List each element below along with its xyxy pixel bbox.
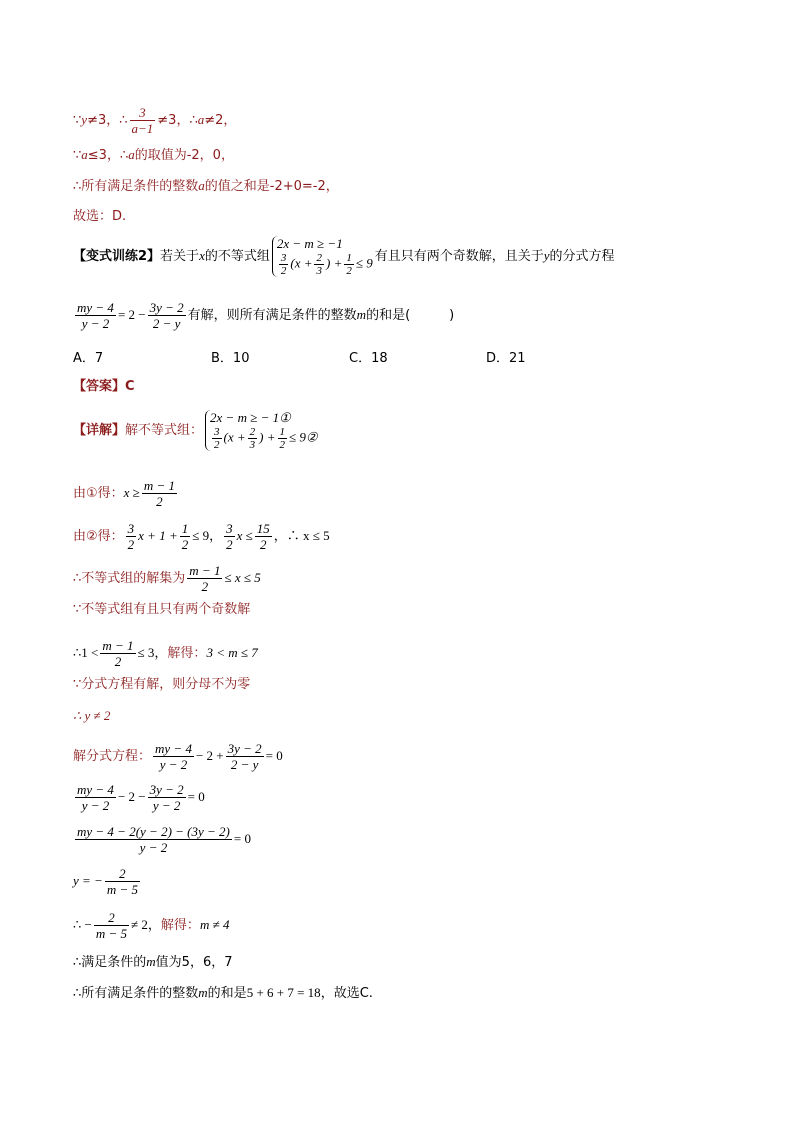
fraction	[75, 782, 116, 813]
var-a: a	[198, 178, 205, 193]
denominator: y − 2	[81, 316, 110, 331]
option-b: B．10	[211, 351, 250, 366]
problem-tag: 【变式训练2】	[73, 249, 161, 264]
text: 若关于	[160, 249, 200, 264]
text: 解得：	[160, 918, 200, 933]
fraction	[187, 563, 222, 594]
var-y: y	[81, 112, 88, 127]
text: 解得：	[167, 646, 207, 661]
denominator: 2	[214, 439, 220, 451]
text: 的取值为-2，0，	[134, 148, 234, 163]
step-1	[73, 478, 179, 509]
text: ≠3，∴	[87, 113, 128, 128]
text: ≠2，	[204, 113, 237, 128]
numerator: my − 4	[77, 300, 114, 315]
math: − 2 −	[117, 789, 146, 804]
text: ∴所有满足条件的整数	[73, 986, 199, 1001]
text: 解不等式组：	[125, 423, 204, 438]
numerator: 2	[249, 426, 256, 438]
text: 解分式方程：	[73, 749, 152, 764]
denominator: m − 5	[95, 926, 128, 941]
text: ∴所有满足条件的整数	[73, 179, 199, 194]
fraction	[224, 521, 235, 552]
math: ≤ x ≤ 5	[224, 570, 261, 585]
step-11	[73, 866, 142, 897]
numerator: 3	[226, 521, 233, 536]
inequality-system	[272, 236, 373, 277]
text: ∴不等式组的解集为	[73, 571, 186, 586]
fraction	[212, 426, 222, 451]
because-symbol: ∵	[73, 148, 82, 163]
text: ≤ 9②	[289, 429, 318, 445]
math: ∴ −	[73, 917, 92, 932]
math: ≠ 2，	[131, 917, 161, 932]
math: ∴1 <	[73, 645, 99, 660]
text: 由①得：	[73, 486, 124, 501]
inequality-1: 2x − m ≥ − 1①	[210, 410, 291, 425]
inequality-2	[277, 252, 373, 277]
denominator: y − 2	[159, 757, 188, 772]
step-12	[73, 910, 229, 941]
denominator: 2	[156, 494, 163, 509]
step-8	[73, 741, 283, 772]
denominator: a−1	[131, 121, 154, 136]
text: ≠3，∴	[157, 113, 198, 128]
math: = 0	[265, 748, 283, 763]
option-c: C．18	[349, 351, 388, 366]
fraction	[279, 252, 289, 277]
numerator: 3	[127, 521, 135, 536]
numerator: 3y − 2	[149, 300, 184, 315]
fraction	[226, 741, 264, 772]
math: y = −	[73, 873, 103, 888]
solution-line-1	[73, 105, 236, 136]
option-d: D．21	[486, 351, 526, 366]
math: ≤ 9，	[192, 528, 223, 543]
text: (x +	[223, 429, 246, 445]
denominator: y − 2	[152, 798, 181, 813]
text: 有解，则所有满足条件的整数	[187, 308, 357, 323]
step-14	[73, 984, 373, 1003]
math: = 0	[187, 789, 205, 804]
math: ∴ y ≠ 2	[73, 708, 111, 723]
fraction	[142, 478, 177, 509]
solution-line-2	[73, 146, 234, 165]
step-4: ∵不等式组有且只有两个奇数解	[73, 602, 251, 617]
denominator: 2	[226, 537, 233, 552]
denominator: 2 − y	[152, 316, 181, 331]
denominator: 2	[346, 265, 352, 277]
text: ) +	[325, 255, 343, 271]
math: x + 1 +	[138, 528, 178, 543]
fraction	[126, 521, 137, 552]
fraction	[100, 638, 135, 669]
inequality-2	[210, 426, 318, 451]
numerator: my − 4	[155, 741, 192, 756]
var-a: a	[128, 147, 135, 162]
fraction	[248, 426, 258, 451]
fraction	[148, 300, 186, 331]
fraction	[75, 824, 232, 855]
numerator: 3y − 2	[149, 782, 184, 797]
fraction	[344, 252, 354, 277]
because-symbol: ∵	[73, 113, 82, 128]
numerator: 3y − 2	[227, 741, 262, 756]
denominator: 3	[249, 439, 256, 451]
math: ≤ 3，	[137, 645, 168, 660]
text: 的和是( )	[366, 308, 455, 323]
math: 5 + 6 + 7 = 18	[246, 985, 321, 1000]
math: x ≤	[236, 528, 253, 543]
fraction	[180, 521, 191, 552]
var-m: m	[198, 985, 208, 1000]
step-2	[73, 521, 330, 552]
text: (x +	[290, 255, 313, 271]
option-a: A．7	[73, 351, 104, 366]
detail-label: 【详解】	[73, 423, 126, 438]
text: ≤3，∴	[87, 148, 129, 163]
fraction	[94, 910, 129, 941]
numerator: 1	[181, 521, 189, 536]
answer-label: 【答案】	[73, 379, 126, 394]
fraction	[148, 782, 186, 813]
step-7	[73, 707, 110, 726]
numerator: 15	[256, 521, 270, 536]
numerator: 2	[94, 910, 129, 926]
denominator: y − 2	[139, 840, 168, 855]
numerator: my − 4 − 2(y − 2) − (3y − 2)	[77, 824, 230, 839]
denominator: 2 − y	[230, 757, 259, 772]
detail-line	[73, 410, 320, 451]
text: 的不等式组	[204, 249, 270, 264]
denominator: 2	[201, 579, 209, 594]
text: 的分式方程	[549, 249, 615, 264]
text: 有且只有两个奇数解，且关于	[374, 249, 544, 264]
fraction	[278, 426, 288, 451]
denominator: m − 5	[106, 882, 138, 897]
math: m ≠ 4	[199, 917, 230, 932]
math: − 2 +	[195, 748, 224, 763]
denominator: 2	[280, 265, 287, 277]
var-m: m	[146, 954, 156, 969]
step-10	[73, 824, 251, 855]
numerator: m − 1	[102, 638, 134, 653]
step-5	[73, 638, 258, 669]
denominator: 2	[260, 537, 267, 552]
answer-value: C	[125, 379, 135, 394]
inequality-system	[205, 410, 318, 451]
math: x ≥	[123, 485, 140, 500]
text: 的值之和是-2+0=-2，	[204, 179, 339, 194]
text: ∴满足条件的	[73, 955, 147, 970]
numerator: m − 1	[189, 563, 221, 578]
problem-line-1	[73, 236, 615, 277]
step-13	[73, 953, 233, 972]
text: 值为5，6，7	[155, 955, 233, 970]
text: ，故选C.	[320, 986, 373, 1001]
denominator: 2	[127, 537, 135, 552]
inequality-1: 2x − m ≥ −1	[276, 236, 343, 251]
step-6: ∵分式方程有解，则分母不为零	[73, 677, 251, 692]
text: = 2 −	[117, 307, 146, 322]
numerator: 2	[105, 866, 140, 882]
fraction	[75, 300, 116, 331]
var-y: y	[543, 248, 550, 263]
var-m: m	[356, 307, 367, 322]
math: = 0	[233, 831, 251, 846]
fraction-3-over-a-1	[130, 105, 156, 136]
step-9	[73, 782, 205, 813]
numerator: 1	[279, 426, 286, 438]
denominator: 2	[114, 654, 122, 669]
numerator: m − 1	[143, 478, 175, 493]
denominator: y − 2	[81, 798, 110, 813]
numerator: 3	[214, 426, 220, 438]
text: ≤ 9	[355, 255, 373, 271]
numerator: 3	[130, 105, 156, 121]
solution-line-3	[73, 177, 339, 196]
math: 3 < m ≤ 7	[206, 645, 258, 660]
fraction	[314, 252, 324, 277]
step-3	[73, 563, 261, 594]
var-a: a	[197, 112, 205, 127]
problem-line-2	[73, 300, 454, 331]
denominator: 2	[279, 439, 286, 451]
fraction	[153, 741, 194, 772]
numerator: my − 4	[77, 782, 114, 797]
fraction	[105, 866, 140, 897]
text: 由②得：	[73, 529, 124, 544]
numerator: 2	[316, 252, 322, 264]
var-a: a	[81, 147, 88, 162]
var-x: x	[199, 248, 205, 263]
text: ) +	[259, 429, 276, 445]
denominator: 2	[181, 537, 189, 552]
denominator: 3	[316, 265, 322, 277]
math: ，∴ x ≤ 5	[273, 528, 330, 543]
text: 的和是	[207, 986, 247, 1001]
numerator: 3	[280, 252, 287, 264]
solution-line-4: 故选：D.	[73, 209, 127, 224]
fraction	[255, 521, 272, 552]
answer-line	[73, 378, 135, 396]
numerator: 1	[346, 252, 352, 264]
